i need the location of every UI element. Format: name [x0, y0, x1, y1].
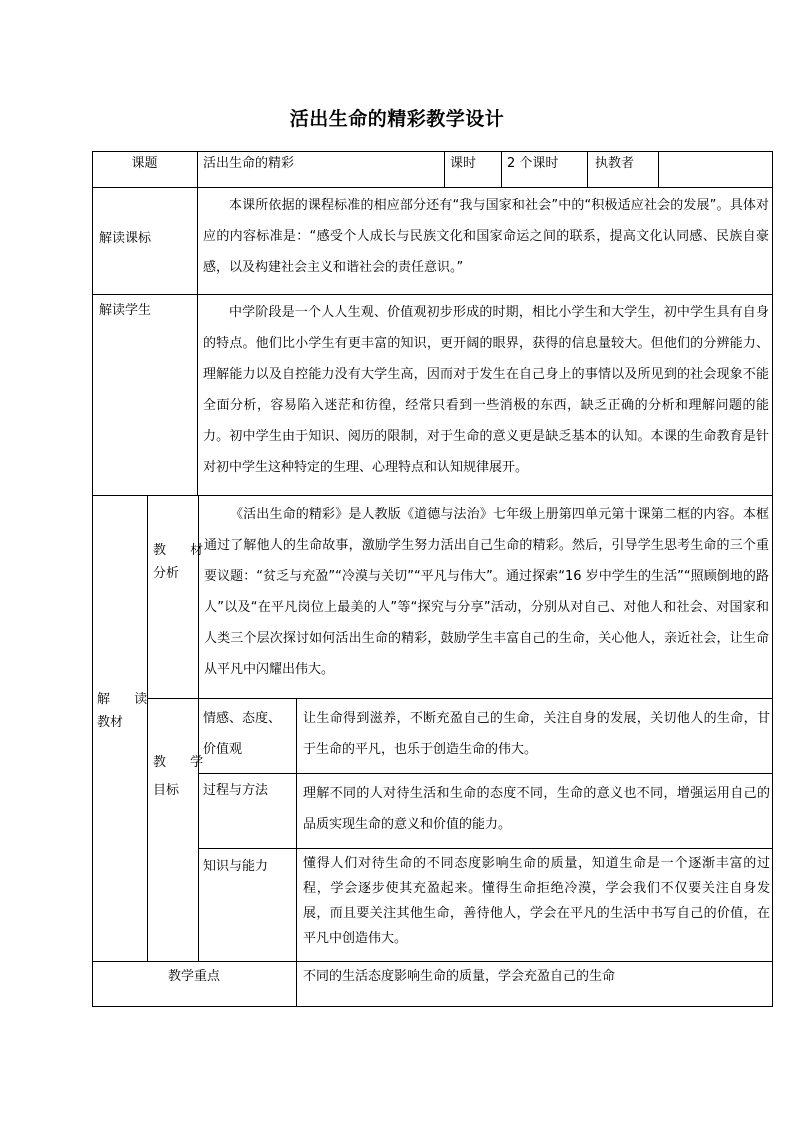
hours-label: 课时: [450, 156, 477, 171]
students-text: [203, 297, 769, 483]
goal-text: 让生命得到滋养，不断充盈自己的生命，关注自身的发展，关切他人的生命，甘于生命的平凡，也乐于创造生命的伟大。: [303, 711, 770, 757]
curriculum-label: 解读课标: [99, 231, 152, 246]
goal-text: 懂得人们对待生命的不同态度影响生命的质量，知道生命是一个逐渐丰富的过程，学会逐步使其充盈起来。懂得生命拒绝冷漠，学会我们不仅要关注自身发展，而且要关注其他生命，善待他人，学会在平凡的生活中书写自己的价值，在平凡中创造伟大。: [303, 856, 770, 946]
lesson-plan-table: [92, 151, 773, 1007]
goal-text: 理解不同的人对待生活和生命的态度不同，生命的意义也不同，增强运用自己的品质实现生命的意义和价值的能力。: [303, 786, 770, 832]
textbook-label: [97, 688, 157, 734]
column-divider: [501, 151, 502, 187]
topic-value: 活出生命的精彩: [203, 156, 295, 171]
row-divider: [92, 294, 773, 295]
students-paragraph: 中学阶段是一个人人生观、价值观初步形成的时期，相比小学生和大学生，初中学生具有自身的特点。他们比小学生有更丰富的知识，更开阔的眼界，获得的信息量较大。但他们的分辨能力、理解能力以及自控能力没有大学生高，因而对于发生在自己身上的事情以及所见到的社会现象不能全面分析，容易陷入迷茫和彷徨，经常只看到一些消极的东西，缺乏正确的分析和理解问题的能力。初中学生由于知识、阅历的限制，对于生命的意义更是缺乏基本的认知。本课的生命教育是针对初中学生这种特定的生理、心理特点和认知规律展开。: [203, 305, 769, 475]
students-label: 解读学生: [99, 303, 152, 318]
analysis-text: [204, 499, 769, 685]
analysis-paragraph: 《活出生命的精彩》是人教版《道德与法治》七年级上册第四单元第十课第二框的内容。本框通过了解他人的生命故事，激励学生努力活出自己生命的精彩。然后，引导学生思考生命的三个重要议题：“贫乏与充盈”“冷漠与关切”“平凡与伟大”。通过探索“16 岁中学生的生活”“照顾倒地的路人”以及“在平凡岗位上最美的人”等“探究与分享”活动，分别从对自己、对他人和社会、对国家和人类三个层次探讨如何活出生命的精彩，鼓励学生丰富自己的生命，关心他人，亲近社会，让生命从平凡中闪耀出伟大。: [204, 507, 769, 677]
goal-name-line2: 价值观: [203, 742, 243, 757]
row-divider: [92, 495, 773, 496]
curriculum-paragraph: 本课所依据的课程标准的相应部分还有“我与国家和社会”中的“积极适应社会的发展”。具体对应的内容标准是：“感受个人成长与民族文化和国家命运之间的联系，提高文化认同感、民族自豪感，以及构建社会主义和谐社会的责任意识。”: [203, 198, 769, 275]
key-points-text: 不同的生活态度影响生命的质量，学会充盈自己的生命: [303, 969, 616, 984]
column-divider: [444, 151, 445, 187]
key-points-label: 教学重点: [167, 969, 220, 984]
goal-name: 过程与方法: [203, 783, 269, 798]
textbook-label-line2: 教材: [97, 715, 124, 730]
goal-name-line1: 情感、态度、: [203, 711, 282, 726]
analysis-label-line2: 分析: [153, 566, 180, 581]
textbook-label-line1: 解 读: [97, 692, 158, 707]
row-divider: [147, 698, 773, 699]
page-title: 活出生命的精彩教学设计: [289, 108, 505, 130]
table-border-bottom: [92, 1006, 773, 1007]
goal-name: [203, 703, 281, 765]
goal-name: 知识与能力: [203, 859, 269, 874]
column-divider: [658, 151, 659, 187]
column-divider: [587, 151, 588, 187]
teacher-label: 执教者: [595, 156, 635, 171]
curriculum-text: [203, 190, 769, 283]
table-border-left: [92, 151, 93, 1007]
table-border-top: [92, 151, 773, 152]
column-divider: [296, 698, 297, 1006]
goals-label-line1: 教 学: [153, 755, 214, 770]
column-divider: [197, 151, 198, 495]
row-divider: [199, 848, 773, 849]
goals-label-line2: 目标: [153, 783, 180, 798]
row-divider: [92, 961, 773, 962]
row-divider: [199, 773, 773, 774]
hours-value: 2 个课时: [507, 156, 559, 171]
topic-label: 课题: [131, 156, 158, 171]
row-divider: [92, 187, 773, 188]
table-border-right: [772, 151, 773, 1007]
analysis-label-line1: 教 材: [153, 543, 214, 558]
